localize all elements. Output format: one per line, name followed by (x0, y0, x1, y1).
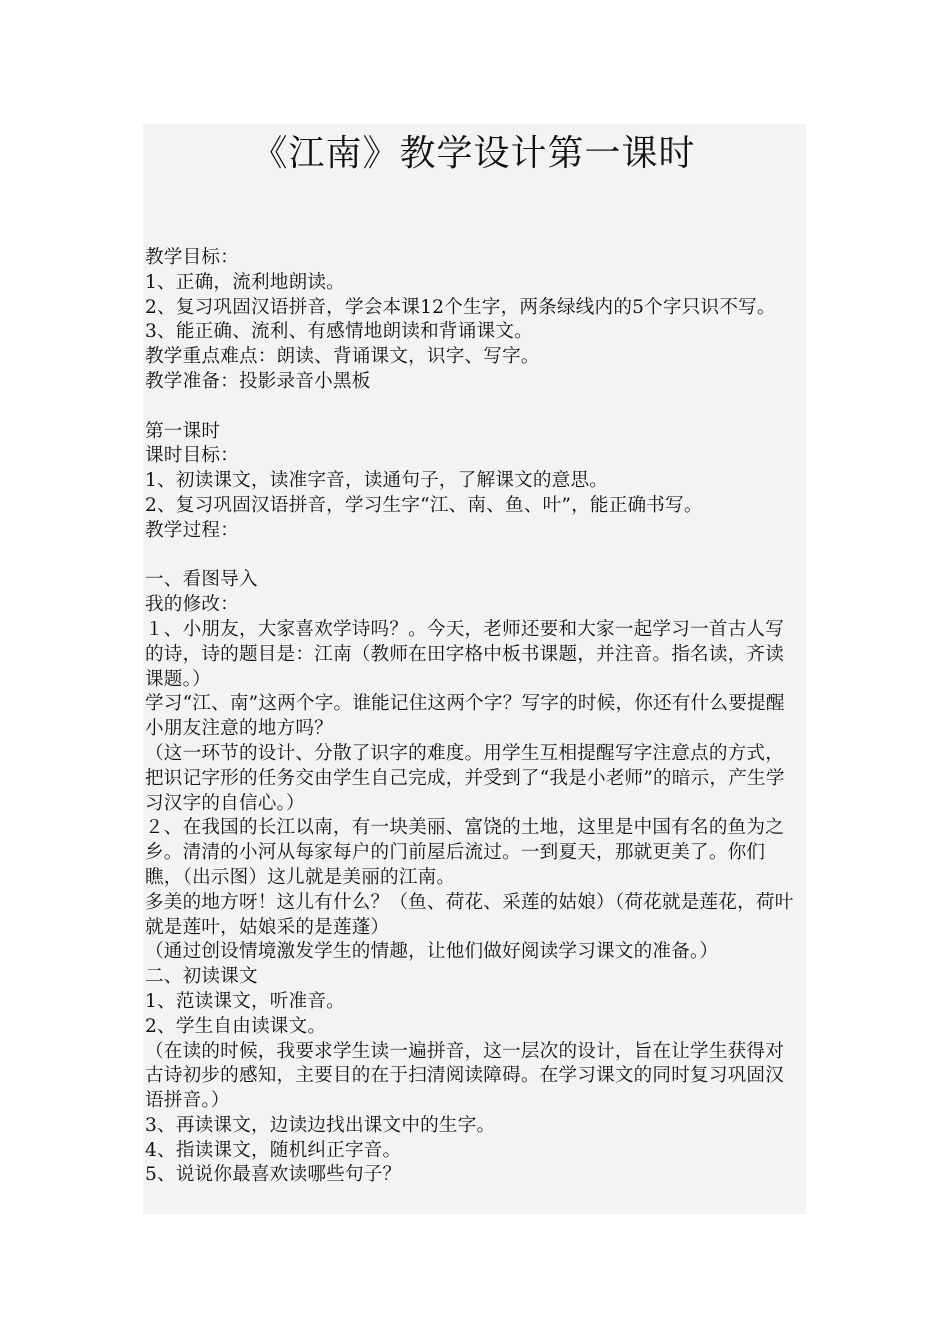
text-line: （这一环节的设计、分散了识字的难度。用学生互相提醒写字注意点的方式，把识记字形的任务交由学生自己完成，并受到了“我是小老师”的暗示，产生学习汉字的自信心。） (145, 742, 785, 814)
text-line: 2、复习巩固汉语拼音，学会本课12个生字，两条绿线内的5个字只识不写。 (145, 296, 776, 318)
text-line: 教学目标： (145, 247, 239, 268)
text-line: 第一课时 (145, 420, 221, 442)
text-line: ２、在我国的长江以南，有一块美丽、富饶的土地，这里是中国有名的鱼为之乡。清清的小河从每家每户的门前屋后流过。一到夏天，那就更美了。你们瞧，（出示图）这儿就是美丽的江南。 (145, 817, 784, 888)
blank-line (145, 395, 802, 420)
text-line: １、小朋友，大家喜欢学诗吗？。今天，老师还要和大家一起学习一首古人写的诗，诗的题目是：江南（教师在田字格中板书课题，并注音。指名读，齐读课题。） (145, 618, 784, 690)
text-line: 1、初读课文，读准字音，读通句子，了解课文的意思。 (145, 470, 609, 492)
text-line: 教学重点难点：朗读、背诵课文，识字、写字。 (145, 346, 540, 368)
text-line: 一、看图导入 (145, 569, 258, 591)
text-line: 3、能正确、流利、有感情地朗读和背诵课文。 (145, 321, 533, 343)
text-line: 课时目标： (145, 445, 239, 467)
text-line: 二、初读课文 (145, 966, 258, 988)
text-line: （通过创设情境激发学生的情趣，让他们做好阅读学习课文的准备。） (145, 941, 719, 963)
text-line: 5、说说你最喜欢读哪些句子？ (145, 1164, 402, 1186)
blank-line (145, 544, 802, 569)
text-line: 1、范读课文，听准音。 (145, 990, 345, 1012)
text-line: 2、复习巩固汉语拼音，学习生字“江、南、鱼、叶”，能正确书写。 (145, 494, 703, 516)
document-body (145, 246, 802, 1188)
document-title: 《江南》教学设计第一课时 (251, 133, 696, 174)
text-line: 1、正确，流利地朗读。 (145, 271, 345, 293)
text-line: 学习“江、南”这两个字。谁能记住这两个字？写字的时候，你还有什么要提醒小朋友注意的地方吗？ (145, 693, 785, 740)
text-line: 我的修改： (145, 594, 239, 616)
text-line: 3、再读课文，边读边找出课文中的生字。 (145, 1114, 496, 1136)
text-line: （在读的时候，我要求学生读一遍拼音，这一层次的设计，旨在让学生获得对古诗初步的感知，主要目的在于扫清阅读障碍。在学习课文的同时复习巩固汉语拼音。） (145, 1040, 784, 1112)
text-line: 4、指读课文，随机纠正字音。 (145, 1139, 402, 1161)
text-line: 教学过程： (145, 519, 239, 541)
document-page (143, 124, 806, 1214)
text-line: 多美的地方呀！这儿有什么？（鱼、荷花、采莲的姑娘）（荷花就是莲花，荷叶就是莲叶，姑娘采的是莲蓬） (145, 891, 794, 938)
text-line: 2、学生自由读课文。 (145, 1015, 327, 1037)
text-line: 教学准备：投影录音小黑板 (145, 370, 371, 392)
